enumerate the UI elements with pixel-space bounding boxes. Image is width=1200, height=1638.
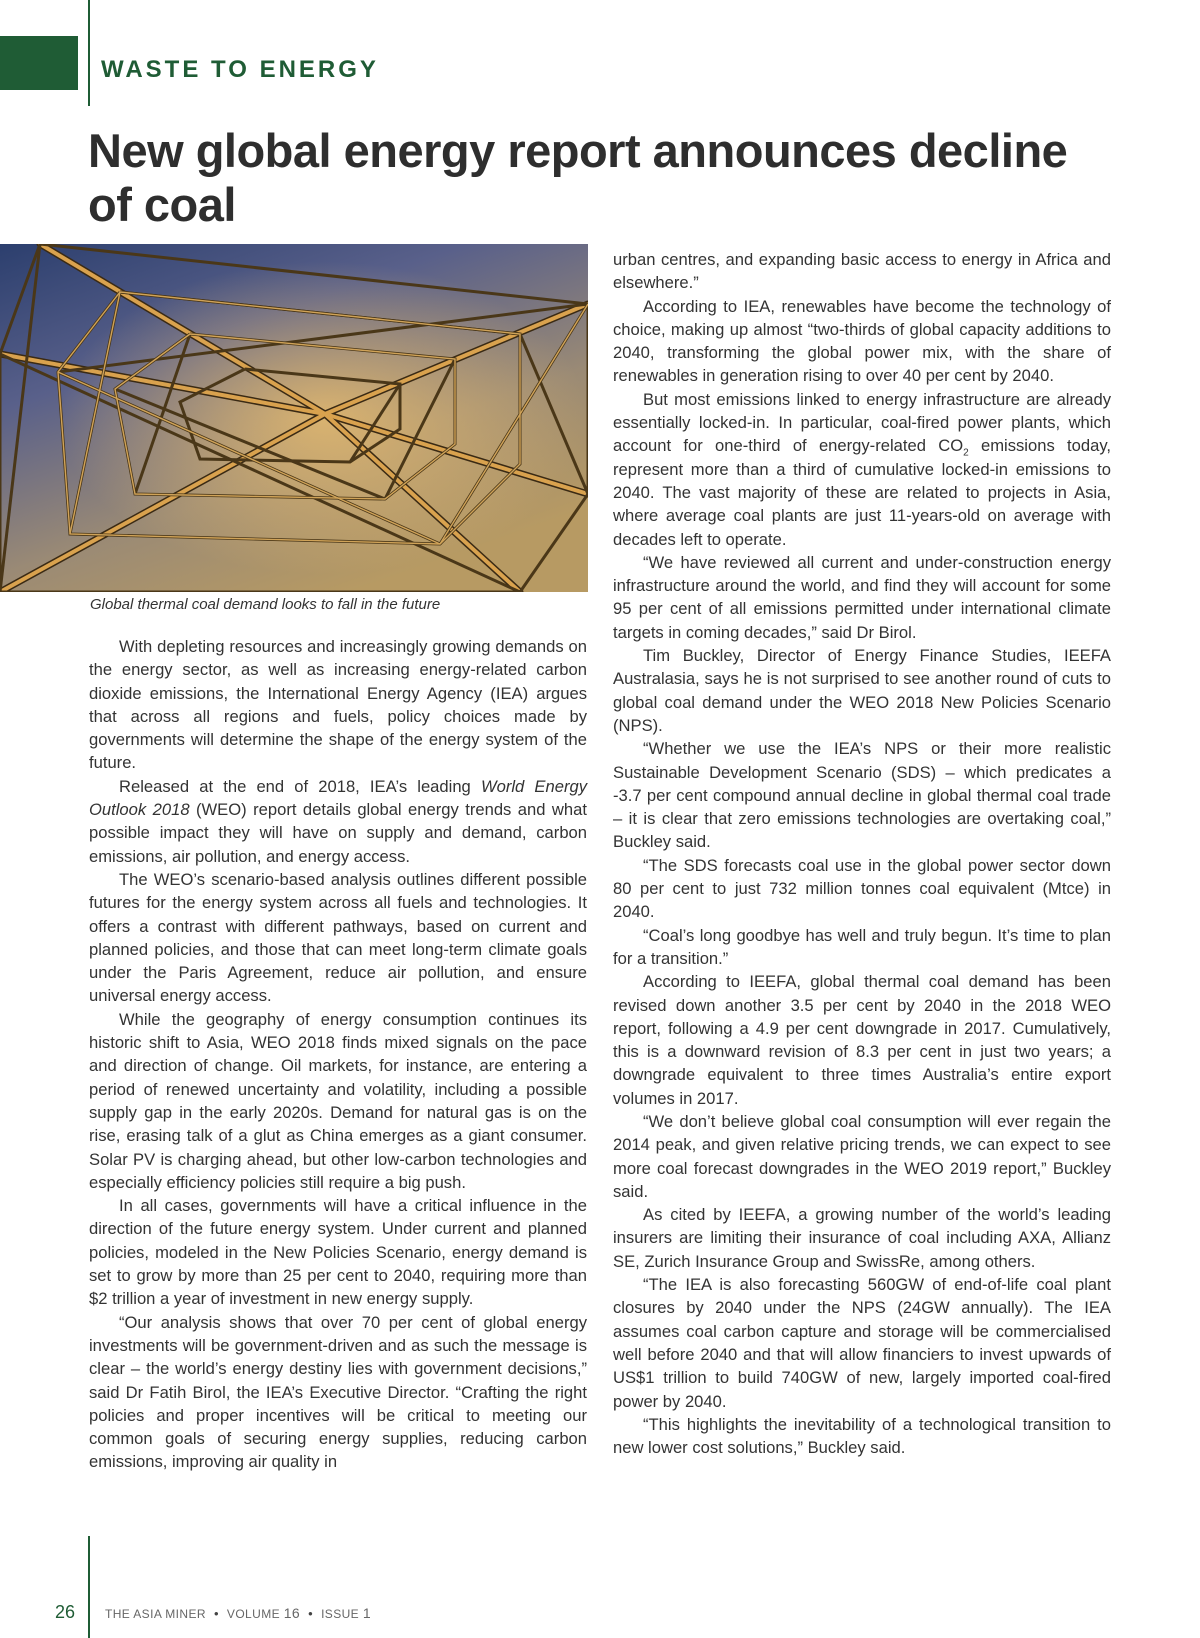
section-label: WASTE TO ENERGY — [101, 56, 379, 83]
publication-footer: THE ASIA MINER • VOLUME 16 • ISSUE 1 — [105, 1605, 371, 1621]
power-pylon-photo — [0, 244, 588, 592]
top-vertical-rule — [88, 0, 90, 106]
paragraph: The WEO’s scenario-based analysis outlines different possible futures for the energy system across all fuels and technologies. It offers a contrast with different pathways, based on current and planned policies, and those that can meet long-term climate goals under the Paris Agreement, reduce air pollution, and ensure universal energy access. — [89, 869, 587, 1006]
paragraph: “Whether we use the IEA’s NPS or their more realistic Sustainable Development Scenario (SDS) – which predicates a -3.7 per cent compound annual decline in global thermal coal trade – it is clear that zero emissions technologies are overtaking coal,” Buckley said. — [613, 739, 1111, 852]
photo-caption: Global thermal coal demand looks to fall in the future — [90, 596, 441, 613]
paragraph: “This highlights the inevitability of a technological transition to new lower cost solutions,” Buckley said. — [613, 1414, 1111, 1458]
article-headline: New global energy report announces decline of coal — [88, 124, 1068, 231]
paragraph: “The IEA is also forecasting 560GW of end-of-life coal plant closures by 2040 under the NPS (24GW annually). The IEA assumes coal carbon capture and storage will be commercialised well before 2040 and that will allow financiers to invest upwards of US$1 trillion to build 740GW of new, largely imported coal-fired power by 2040. — [613, 1275, 1111, 1411]
bottom-vertical-rule — [88, 1536, 90, 1638]
paragraph: While the geography of energy consumption continues its historic shift to Asia, WEO 2018 finds mixed signals on the pace and direction of change. Oil markets, for instance, are entering a period of renewed uncertainty and volatility, including a possible supply gap in the early 2020s. Demand for natural gas is on the rise, erasing talk of a glut as China emerges as a giant consumer. Solar PV is charging ahead, but other low-carbon technologies and especially efficiency policies still require a big push. — [89, 1009, 587, 1192]
volume-number: 16 — [283, 1605, 301, 1621]
section-color-block — [0, 36, 78, 90]
paragraph: With depleting resources and increasingly growing demands on the energy sector, as well as increasing energy-related carbon dioxide emissions, the International Energy Agency (IEA) argues that across all regions and fuels, policy choices made by governments will determine the shape of the energy system of the future. — [89, 637, 587, 773]
paragraph: Released at the end of 2018, IEA’s leading World Energy Outlook 2018 (WEO) report details global energy trends and what possible impact they will have on supply and demand, carbon emissions, air pollution, and energy access. — [89, 776, 587, 866]
volume-label: VOLUME — [226, 1607, 280, 1621]
left-column — [89, 635, 587, 1474]
paragraph: “Coal’s long goodbye has well and truly begun. It’s time to plan for a transition.” — [613, 925, 1111, 968]
paragraph: “We don’t believe global coal consumption will ever regain the 2014 peak, and given relative pricing trends, we can expect to see more coal forecast downgrades in the WEO 2019 report,” Buckley said. — [613, 1111, 1111, 1201]
issue-label: ISSUE — [321, 1607, 360, 1621]
paragraph: “Our analysis shows that over 70 per cent of global energy investments will be government-driven and as such the message is clear – the world’s energy destiny lies with government decisions,” said Dr Fatih Birol, the IEA’s Executive Director. “Crafting the right policies and proper incentives will be critical to meeting our common goals of securing energy supplies, reducing carbon emissions, improving air quality in — [89, 1312, 587, 1472]
paragraph: According to IEEFA, global thermal coal demand has been revised down another 3.5 per cent by 2040 in the 2018 WEO report, following a 4.9 per cent downgrade in 2017. Cumulatively, this is a downward revision of 8.3 per cent in just two years; a downgrade equivalent to three times Australia’s entire export volumes in 2017. — [613, 972, 1111, 1108]
report-title: World Energy Outlook 2018 — [89, 776, 587, 820]
paragraph: In all cases, governments will have a critical influence in the direction of the future energy system. Under current and planned policies, modeled in the New Policies Scenario, energy demand is set to grow by more than 25 per cent to 2040, requiring more than $2 trillion a year of investment in new energy supply. — [89, 1196, 587, 1309]
paragraph: “The SDS forecasts coal use in the global power sector down 80 per cent to just 732 million tonnes coal equivalent (Mtce) in 2040. — [613, 855, 1111, 922]
paragraph-continuation: urban centres, and expanding basic access to energy in Africa and elsewhere.” — [613, 250, 1111, 293]
right-column — [613, 248, 1111, 1459]
publication-name: THE ASIA MINER — [105, 1607, 206, 1621]
paragraph: But most emissions linked to energy infrastructure are already essentially locked-in. In particular, coal-fired power plants, which account for one-third of energy-related $CO_2$ emissions today, represent more than a third of cumulative locked-in emissions to 2040. The vast majority of these are related to projects in Asia, where average coal plants are just 11-years-old on average with decades left to operate. — [613, 389, 1111, 549]
issue-number: 1 — [362, 1605, 371, 1621]
paragraph: According to IEA, renewables have become the technology of choice, making up almost “two-thirds of global capacity additions to 2040, transforming the global power mix, with the share of renewables in generation rising to over 40 per cent by 2040. — [613, 296, 1111, 386]
page-number: 26 — [55, 1602, 76, 1622]
paragraph: Tim Buckley, Director of Energy Finance Studies, IEEFA Australasia, says he is not surprised to see another round of cuts to global coal demand under the WEO 2018 New Policies Scenario (NPS). — [613, 646, 1111, 735]
paragraph: As cited by IEEFA, a growing number of the world’s leading insurers are limiting their insurance of coal including AXA, Allianz SE, Zurich Insurance Group and SwissRe, among others. — [613, 1205, 1111, 1271]
paragraph: “We have reviewed all current and under-construction energy infrastructure around the world, and find they will account for some 95 per cent of all emissions permitted under international climate targets in coming decades,” said Dr Birol. — [613, 552, 1111, 642]
